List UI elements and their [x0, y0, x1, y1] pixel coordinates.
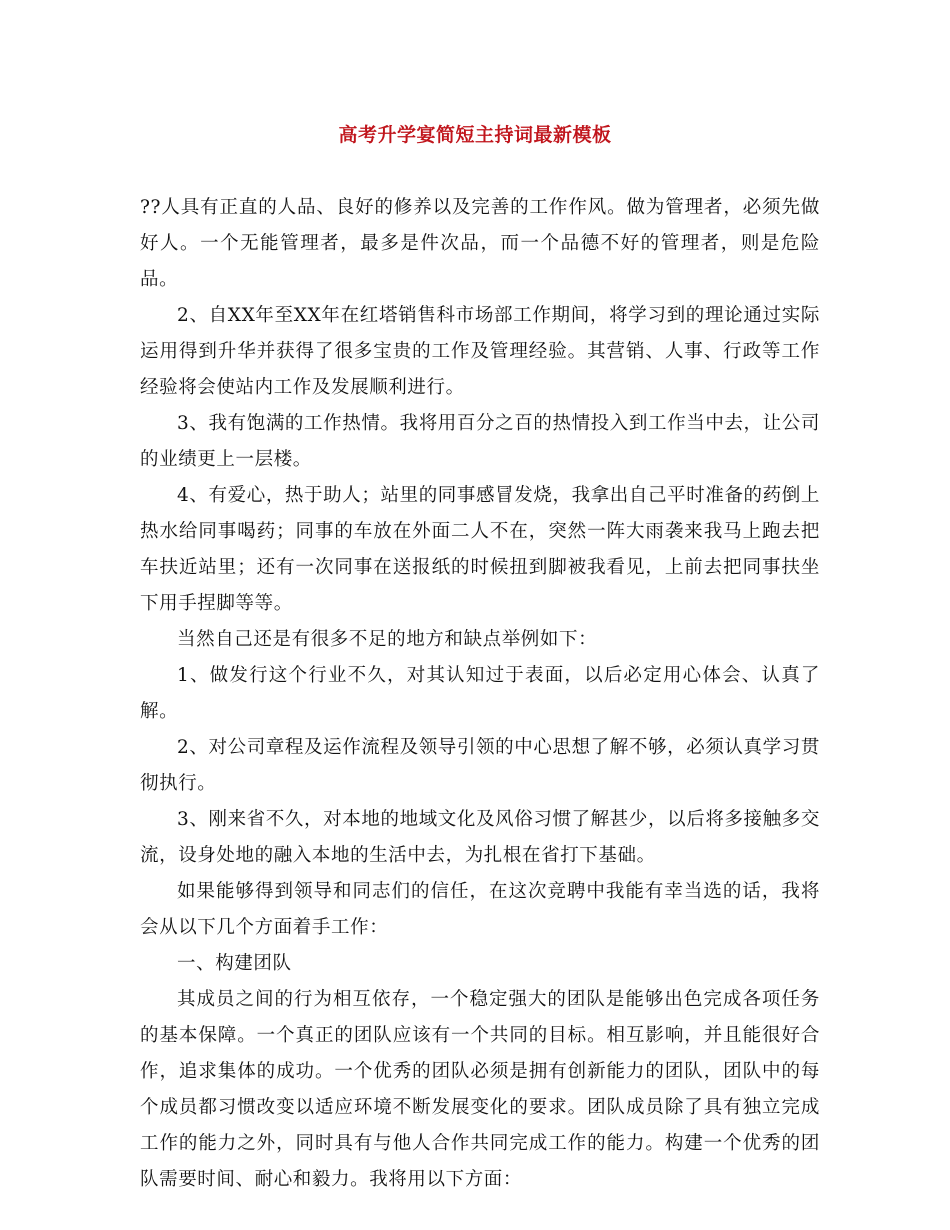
document-title: 高考升学宴简短主持词最新模板: [338, 124, 612, 146]
section-heading: 一、构建团队: [177, 953, 292, 974]
paragraph-9: 如果能够得到领导和同志们的信任，在这次竞聘中我能有幸当选的话，我将会从以下几个方面着手工作：: [140, 881, 820, 938]
paragraph-8: 3、刚来省不久，对本地的地域文化及风俗习惯了解甚少，以后将多接触多交流，设身处地的融入本地的生活中去，为扎根在省打下基础。: [140, 809, 820, 866]
document-body: [140, 190, 820, 1198]
paragraph-11: 其成员之间的行为相互依存，一个稳定强大的团队是能够出色完成各项任务的基本保障。一个真正的团队应该有一个共同的目标。相互影响，并且能很好合作，追求集体的成功。一个优秀的团队必须是拥有创新能力的团队，团队中的每个成员都习惯改变以适应环境不断发展变化的要求。团队成员除了具有独立完成工作的能力之外，同时具有与他人合作共同完成工作的能力。构建一个优秀的团队需要时间、耐心和毅力。我将用以下方面：: [140, 989, 820, 1190]
paragraph-6: 1、做发行这个行业不久，对其认知过于表面，以后必定用心体会、认真了解。: [140, 665, 820, 722]
paragraph-3: 3、我有饱满的工作热情。我将用百分之百的热情投入到工作当中去，让公司的业绩更上一层楼。: [140, 413, 820, 470]
paragraph-4: 4、有爱心，热于助人；站里的同事感冒发烧，我拿出自己平时准备的药倒上热水给同事喝药；同事的车放在外面二人不在，突然一阵大雨袭来我马上跑去把车扶近站里；还有一次同事在送报纸的时候扭到脚被我看见，上前去把同事扶坐下用手捏脚等等。: [140, 485, 820, 614]
paragraph-1: ??人具有正直的人品、良好的修养以及完善的工作作风。做为管理者，必须先做好人。一个无能管理者，最多是件次品，而一个品德不好的管理者，则是危险品。: [140, 197, 820, 290]
paragraph-2: 2、自XX年至XX年在红塔销售科市场部工作期间，将学习到的理论通过实际运用得到升华并获得了很多宝贵的工作及管理经验。其营销、人事、行政等工作经验将会使站内工作及发展顺利进行。: [140, 305, 820, 398]
paragraph-5: 当然自己还是有很多不足的地方和缺点举例如下：: [177, 629, 598, 650]
paragraph-7: 2、对公司章程及运作流程及领导引领的中心思想了解不够，必须认真学习贯彻执行。: [140, 737, 820, 794]
